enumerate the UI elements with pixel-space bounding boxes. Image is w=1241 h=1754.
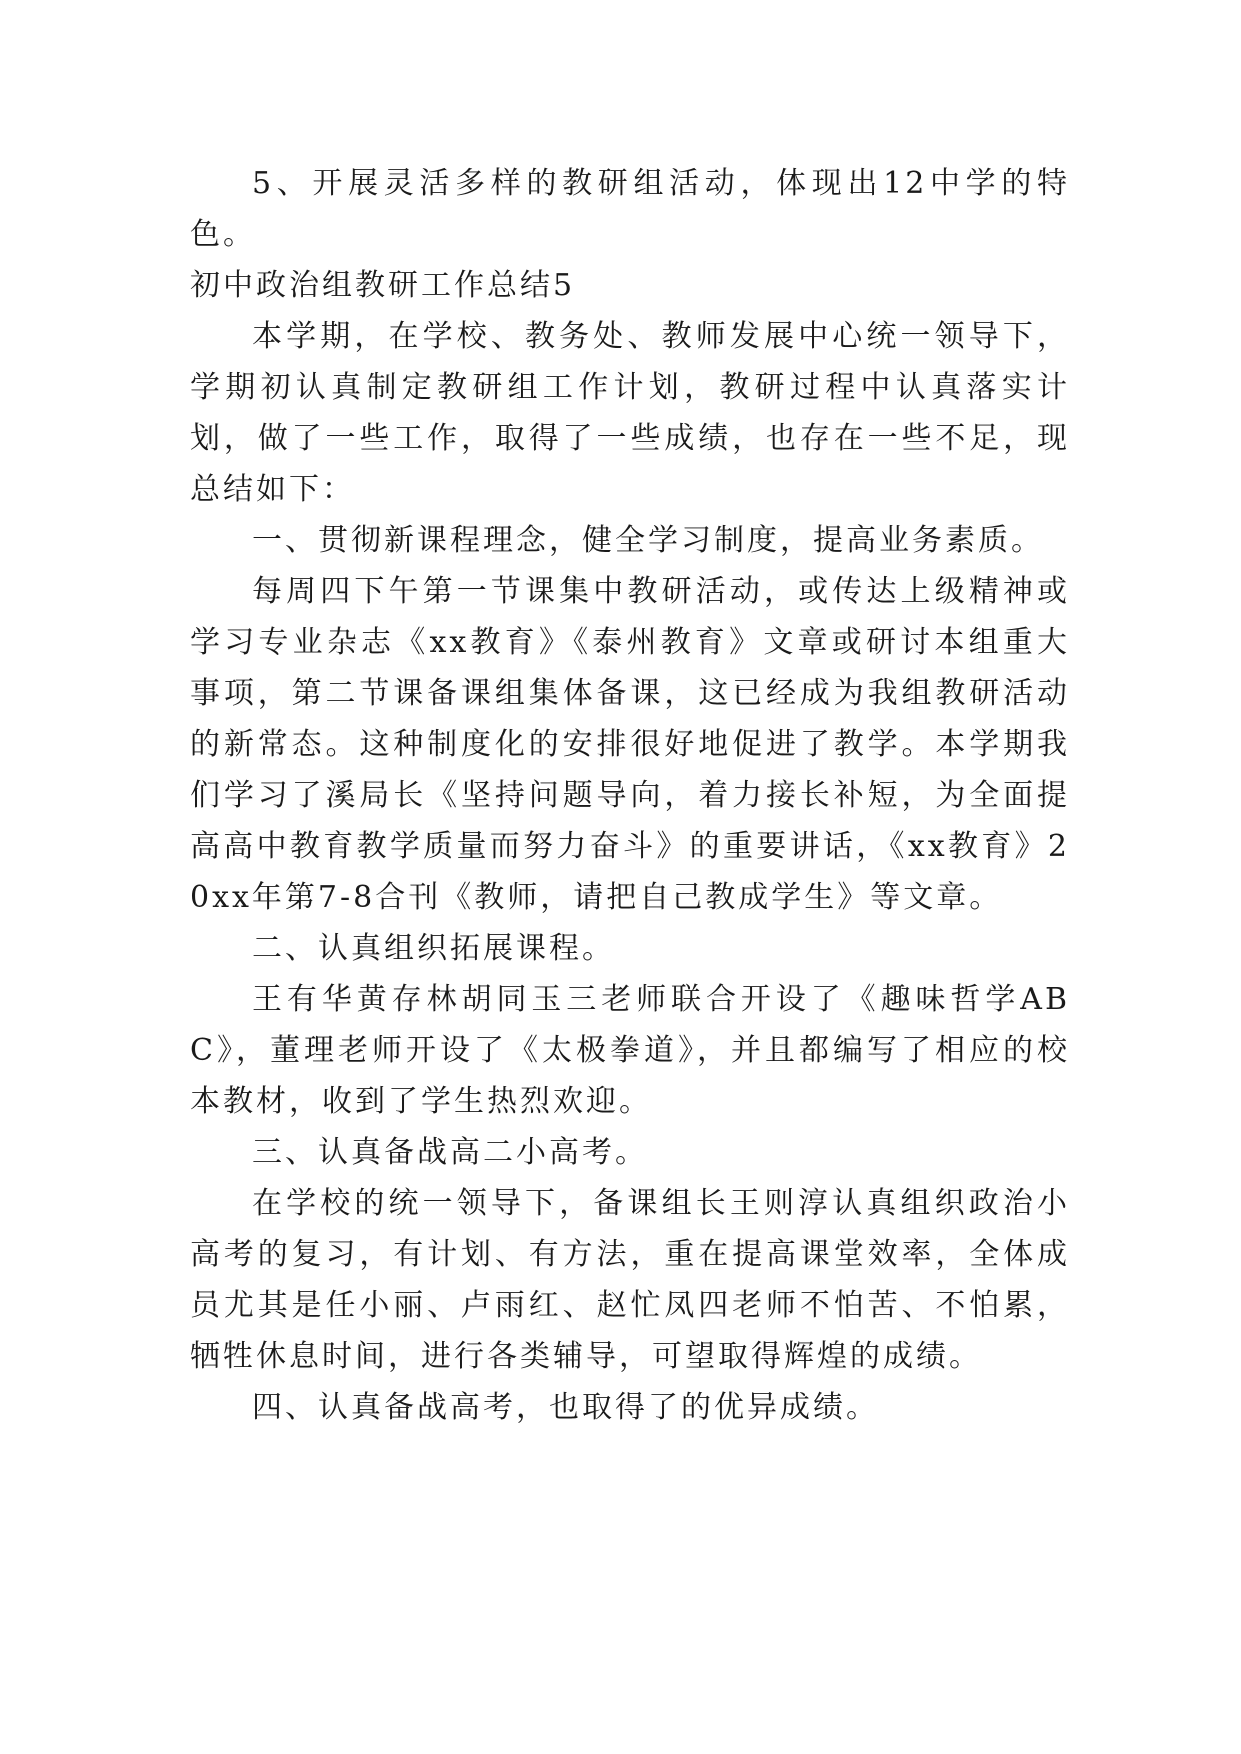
heading-three: 三、认真备战高二小高考。 — [252, 1135, 648, 1170]
paragraph-extension-courses: 王有华黄存林胡同玉三老师联合开设了《趣味哲学ABC》，董理老师开设了《太极拳道》，并且都编写了相应的校本教材，收到了学生热烈欢迎。 — [190, 982, 1070, 1119]
document-body — [190, 158, 1070, 1433]
paragraph-item-5: 5、开展灵活多样的教研组活动，体现出12中学的特色。 — [190, 166, 1070, 252]
paragraph-study-system: 每周四下午第一节课集中教研活动，或传达上级精神或学习专业杂志《xx教育》《泰州教育》文章或研讨本组重大事项，第二节课备课组集体备课，这已经成为我组教研活动的新常态。这种制度化的安排很好地促进了教学。本学期我们学习了溪局长《坚持问题导向，着力接长补短，为全面提高高中教育教学质量而努力奋斗》的重要讲话，《xx教育》20xx年第7-8合刊《教师，请把自己教成学生》等文章。 — [190, 574, 1070, 915]
paragraph-exam-prep: 在学校的统一领导下，备课组长王则淳认真组织政治小高考的复习，有计划、有方法，重在提高课堂效率，全体成员尤其是任小丽、卢雨红、赵忙凤四老师不怕苦、不怕累，牺牲休息时间，进行各类辅导，可望取得辉煌的成绩。 — [190, 1186, 1070, 1374]
intro-paragraph: 本学期，在学校、教务处、教师发展中心统一领导下，学期初认真制定教研组工作计划，教研过程中认真落实计划，做了一些工作，取得了一些成绩，也存在一些不足，现总结如下： — [190, 319, 1070, 507]
section-title: 初中政治组教研工作总结5 — [190, 268, 576, 303]
heading-one: 一、贯彻新课程理念，健全学习制度，提高业务素质。 — [252, 523, 1044, 558]
heading-two: 二、认真组织拓展课程。 — [252, 931, 615, 966]
heading-four: 四、认真备战高考，也取得了的优异成绩。 — [252, 1390, 879, 1425]
